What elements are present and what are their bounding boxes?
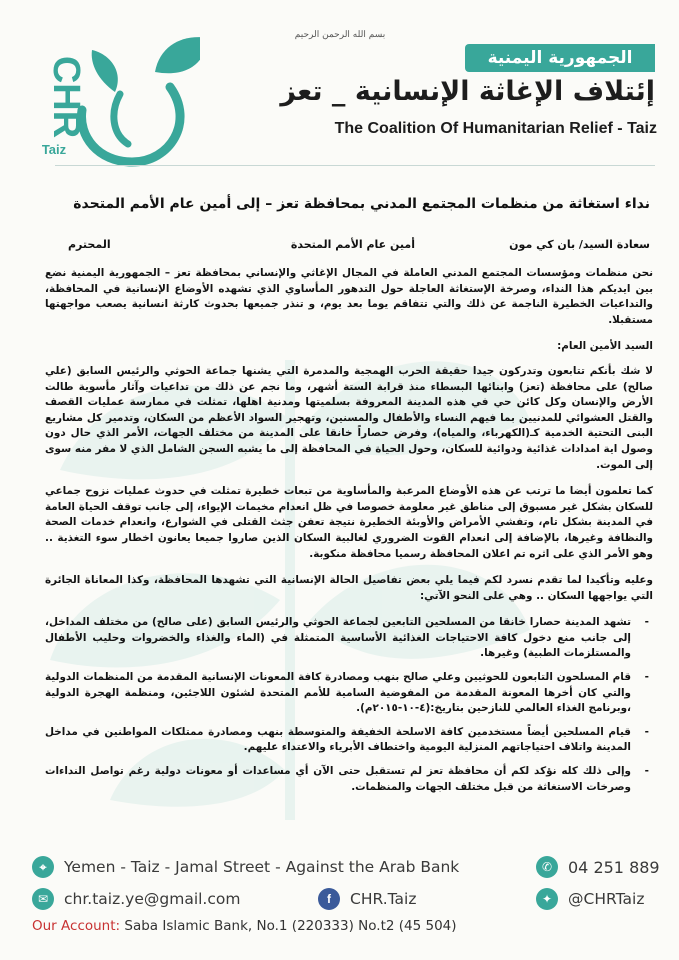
list-item: - قام المسلحون التابعون للحوثيين وعلي صالح بنهب ومصادرة كافة المعونات الإنسانية المقدمة من المنظمات الدولية والتي كان أخرها المعونة المقدمة من المفوضية السامية للأمم المتحدة لشئون اللاجئين، ومنظمة الهجرة الدولية ،وبرنامج الغذاء العالمي للنازحين بتاريخ:(٤-١٠-٢٠١٥م). (45, 670, 631, 717)
location-icon: ⌖ (32, 856, 54, 878)
logo-text: CHR (45, 55, 87, 139)
organization-title-ar: إئتلاف الإغاثة الإنسانية _ تعز (280, 76, 655, 107)
addressee-honor: المحترم (68, 238, 111, 251)
bank-account (32, 918, 457, 934)
footer-facebook (318, 888, 416, 910)
email-link[interactable]: chr.taiz.ye@gmail.com (64, 890, 241, 908)
footer-email (32, 888, 240, 910)
address-text: Yemen - Taiz - Jamal Street - Against the Arab Bank (64, 858, 460, 876)
organization-title-en: The Coalition Of Humanitarian Relief - Taiz (334, 120, 657, 137)
greeting: السيد الأمين العام: (557, 340, 653, 353)
letter-subject: نداء استغاثة من منظمات المجتمع المدني بمحافظة تعز – إلى أمين عام الأمم المتحدة (73, 196, 650, 212)
paragraph-details: وعليه وتأكيدا لما تقدم نسرد لكم فيما يلي بعض تفاصيل الحالة الإنسانية التي تشهدها المحافظة، وكذا المعاناة الجائرة التي يواجهها السكان .. وهي على النحو الآتي: (45, 574, 653, 602)
twitter-link[interactable]: @CHRTaiz (568, 890, 645, 908)
account-value: Saba Islamic Bank, No.1 (220333) No.t2 (45 504) (124, 918, 457, 934)
paragraph-consequences: كما تعلمون أيضا ما ترتب عن هذه الأوضاع المرعبة والمأساوية من تبعات خطيرة تمثلت في حدوث عمليات نزوح جماعي للسكان بشكل غير مسبوق إلى مناطق غير معلومة خصوصا في ظل انعدام مخيمات الإيواء، إلى جانب توقف الحياة العامة في المدينة بشكل تام، وتفشي الأمراض والأوبئة الخطيرة نتيجة تعفن جثث القتلى في الشوارع، وانعدام خدمات الصحة والنظافة وغيرها، بالإضافة إلى انعدام القوت الضروري لغالبية السكان الذين صاروا جميعا يعانون اخطار سوء التغذية .. وهو الأمر الذي على اثره تم اعلان المحافظة رسميا محافظة منكوبة. (45, 485, 653, 560)
footer-twitter (536, 888, 644, 910)
phone-text[interactable]: 04 251 889 (568, 857, 660, 877)
addressee-line (60, 238, 650, 256)
twitter-icon: ✦ (536, 888, 558, 910)
addressee-name: سعادة السيد/ بان كي مون (509, 238, 650, 251)
basmala-calligraphy: بسم الله الرحمن الرحيم (294, 30, 386, 40)
logo-leaf-icon (155, 37, 200, 73)
paragraph-intro: نحن منظمات ومؤسسات المجتمع المدني العاملة في المجال الإغاثي والإنساني بمحافظة تعز – الجمهورية اليمنية نضع بين ايديكم هذا النداء، وصرخة الإستغاثة العاجلة حول التدهور المأساوي الذي تشهده الأوضاع الإنسانية في المحافظة، والتداعيات الخطيرة الناجمة عن ذلك والتي تتفاقم يوما بعد يوم، و تنذر جميعها بحدوث كارثة انسانية يصعب مواجهتها مستقبلا. (45, 267, 653, 326)
list-item: - وإلى ذلك كله نؤكد لكم أن محافظة تعز لم تستقبل حتى الآن أي مساعدات أو معونات دولية رغم تواصل النداءات وصرخات الاستغاثة من قبل مختلف الجهات والمنظمات. (45, 764, 631, 795)
footer-address (32, 856, 459, 878)
header-divider (55, 165, 655, 166)
facebook-icon: f (318, 888, 340, 910)
government-badge: الجمهورية اليمنية (465, 44, 655, 72)
facebook-link[interactable]: CHR.Taiz (350, 890, 417, 908)
footer-phone (536, 856, 660, 878)
logo-subtext: Taiz (41, 142, 67, 157)
details-list (45, 615, 653, 795)
letter-body (45, 266, 653, 803)
chr-logo (20, 32, 200, 167)
list-item: - تشهد المدينة حصارا خانقا من المسلحين التابعين لجماعة الحوثي والرئيس السابق (على صالح) من مختلف المداخل، إلى جانب منع دخول كافة الاحتياجات الغذائية الأساسية المتمثلة في (الماء والغذاء والخضروات وحليب الأطفال والمستلزمات الطبية) وغيرها. (45, 615, 631, 662)
phone-icon: ✆ (536, 856, 558, 878)
addressee-title: أمين عام الأمم المتحدة (290, 238, 415, 251)
email-icon: ✉ (32, 888, 54, 910)
paragraph-war: لا شك بأنكم تتابعون وتدركون جيدا حقيقة الحرب الهمجية والمدمرة التي يشنها جماعة الحوثي والرئيس السابق (علي صالح) على محافظة (تعز) وابنائها البسطاء منذ قرابة الستة أشهر، وما نجم عن ذلك من تداعيات وآثار مأسوية طالت الأرض والإنسان وكل كائن حي في هذه المدينة المعروفة بسلميتها ومدنية اهلها، تمثلت في ممارسة عمليات القصف والقتل العشوائي للمدنيين بما فيهم النساء والأطفال والمسنين، وتهجير السواد الأعظم من السكان، وتدمير كل مشاريع البنى التحتية الخدمية كـ(الكهرباء، والمياه)، وفرض حصاراً خانقا على المدينة من مختلف الجهات، الأمر الذي حال دون وصول اية امدادات غذائية ودوائية للسكان، وحول الحياة في المحافظة إلى ما يشبه السجن الشامل الذي لا مفر منه سوى إلى الموت. (45, 364, 653, 471)
list-item: - قيام المسلحين أيضاً مستخدمين كافة الاسلحة الخفيفة والمتوسطة بنهب ومصادرة ممتلكات المواطنين في مداخل المدينة واتلاف احتياجاتهم المنزلية اليومية واختطاف الأبرياء والاعتداء عليهم. (45, 725, 631, 756)
account-label: Our Account: (32, 918, 121, 934)
